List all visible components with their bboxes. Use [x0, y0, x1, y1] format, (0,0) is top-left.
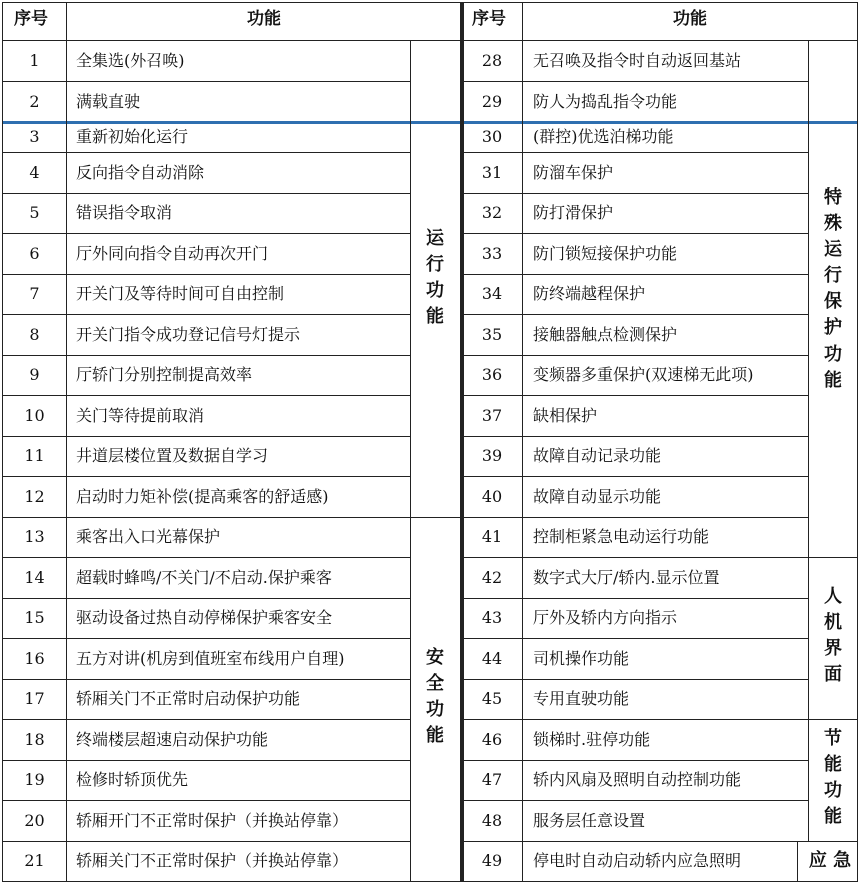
table-split-right	[462, 2, 464, 881]
right-row-function: 停电时自动启动轿内应急照明	[533, 851, 742, 870]
right-row-function: 故障自动记录功能	[533, 446, 662, 465]
category-energy-char: 功	[824, 780, 842, 802]
row-divider	[462, 517, 808, 518]
right-row-number: 31	[481, 162, 503, 182]
right-row-number: 39	[481, 446, 503, 465]
row-divider	[2, 436, 410, 437]
category-safety-char: 安	[426, 647, 444, 668]
right-row-number: 35	[481, 324, 503, 344]
right-row-function: 无召唤及指令时自动返回基站	[533, 50, 742, 70]
left-row-number: 20	[24, 810, 45, 830]
row-divider	[462, 193, 808, 194]
row-divider	[2, 274, 410, 275]
row-divider	[2, 233, 410, 234]
left-row-number: 21	[24, 851, 45, 870]
right-row-function: (群控)优选泊梯功能	[533, 127, 674, 146]
right-row-number: 29	[481, 91, 503, 111]
left-row-number: 11	[24, 446, 45, 465]
right-row-number: 43	[481, 608, 503, 627]
header-left-no: 序号	[14, 9, 48, 29]
category-hmi-char: 机	[824, 612, 842, 634]
right-row-number: 34	[481, 284, 503, 303]
left-row-function: 检修时轿顶优先	[76, 770, 189, 789]
left-row-number: 13	[24, 527, 45, 546]
left-row-function: 全集选(外召唤)	[76, 50, 185, 70]
category-special-char: 保	[824, 291, 842, 313]
left-row-number: 8	[29, 324, 40, 344]
right-row-function: 变频器多重保护(双速梯无此项)	[533, 365, 754, 384]
right-row-number: 49	[481, 851, 503, 870]
right-row-function: 防打滑保护	[533, 203, 614, 222]
left-row-number: 14	[24, 567, 45, 587]
right-row-number: 44	[481, 648, 503, 668]
left-row-number: 4	[29, 162, 40, 182]
right-row-function: 缺相保护	[533, 405, 598, 425]
right-row-number: 42	[481, 567, 503, 587]
left-row-function: 重新初始化运行	[76, 127, 189, 146]
left-row-function: 开关门及等待时间可自由控制	[76, 284, 285, 303]
left-row-function: 乘客出入口光幕保护	[76, 527, 221, 546]
row-divider	[2, 395, 410, 396]
left-row-number: 5	[29, 203, 40, 222]
category-special-char: 护	[824, 317, 842, 339]
right-row-number: 37	[481, 405, 503, 425]
row-divider	[462, 274, 808, 275]
left-row-number: 19	[24, 770, 45, 789]
header-left-func: 功能	[247, 9, 281, 29]
right-row-function: 防终端越程保护	[533, 284, 646, 303]
row-divider	[2, 841, 410, 842]
row-divider	[462, 152, 808, 153]
category-energy-char: 节	[824, 728, 842, 749]
column-divider	[797, 841, 798, 881]
column-divider	[522, 2, 523, 881]
category-hmi-char: 人	[824, 586, 842, 607]
left-row-number: 9	[29, 365, 40, 384]
row-divider	[462, 638, 808, 639]
left-row-function: 井道层楼位置及数据自学习	[76, 446, 269, 465]
row-divider	[2, 517, 460, 518]
row-divider	[462, 395, 808, 396]
right-row-function: 司机操作功能	[533, 648, 630, 668]
left-row-function: 启动时力矩补偿(提高乘客的舒适感)	[76, 486, 329, 506]
row-divider	[2, 598, 410, 599]
category-safety-char: 能	[426, 725, 444, 747]
category-run	[410, 226, 460, 330]
row-divider	[462, 476, 808, 477]
category-hmi-char: 界	[824, 638, 842, 660]
right-row-function: 厅外及轿内方向指示	[533, 608, 678, 627]
row-divider	[462, 81, 808, 82]
left-row-function: 关门等待提前取消	[76, 405, 205, 425]
row-divider	[462, 314, 808, 315]
category-energy-char: 能	[824, 754, 842, 776]
table-left-border	[2, 2, 3, 881]
row-divider	[2, 81, 410, 82]
category-special-char: 殊	[824, 213, 842, 235]
row-divider	[2, 152, 410, 153]
right-row-function: 控制柜紧急电动运行功能	[533, 527, 710, 546]
left-row-number: 1	[29, 50, 40, 70]
row-divider	[2, 193, 410, 194]
right-row-function: 防溜车保护	[533, 162, 614, 182]
right-row-number: 33	[481, 243, 503, 263]
left-row-number: 7	[29, 284, 40, 303]
right-row-number: 36	[481, 365, 503, 384]
left-row-function: 厅轿门分别控制提高效率	[76, 365, 253, 384]
left-row-function: 轿厢关门不正常时启动保护功能	[76, 689, 301, 708]
category-safety-char: 全	[426, 673, 444, 695]
left-row-number: 3	[29, 127, 40, 146]
left-row-function: 开关门指令成功登记信号灯提示	[76, 324, 301, 344]
left-row-function: 满载直驶	[76, 91, 141, 111]
left-row-function: 反向指令自动消除	[76, 162, 205, 182]
left-row-function: 厅外同向指令自动再次开门	[76, 243, 269, 263]
left-row-number: 12	[24, 486, 45, 506]
row-divider	[462, 436, 808, 437]
left-row-number: 17	[24, 689, 45, 708]
row-divider	[462, 800, 808, 801]
header-right-no: 序号	[472, 9, 506, 29]
column-divider	[808, 40, 809, 841]
row-divider	[462, 233, 808, 234]
right-row-number: 45	[481, 689, 503, 708]
right-row-number: 41	[481, 527, 503, 546]
right-row-function: 数字式大厅/轿内.显示位置	[533, 567, 720, 587]
left-row-number: 10	[24, 405, 45, 425]
row-divider	[2, 800, 410, 801]
category-energy	[808, 726, 858, 830]
row-divider	[462, 760, 808, 761]
row-divider	[462, 355, 808, 356]
category-special-char: 行	[824, 265, 842, 287]
column-divider	[66, 2, 67, 881]
left-row-function: 错误指令取消	[76, 203, 173, 222]
left-row-function: 轿厢关门不正常时保护（并换站停靠）	[76, 851, 349, 870]
left-row-number: 15	[24, 608, 45, 627]
category-safety-char: 功	[426, 699, 444, 721]
row-divider	[462, 598, 808, 599]
left-row-number: 2	[29, 91, 40, 111]
right-row-function: 防门锁短接保护功能	[533, 243, 678, 263]
category-special-char: 特	[824, 187, 842, 208]
left-row-number: 18	[24, 729, 45, 749]
row-divider	[2, 314, 410, 315]
row-divider	[2, 719, 410, 720]
row-divider	[2, 557, 410, 558]
left-row-number: 6	[29, 243, 40, 263]
right-row-number: 30	[481, 127, 503, 146]
right-row-function: 故障自动显示功能	[533, 486, 662, 506]
row-divider	[2, 355, 410, 356]
category-special-char: 能	[824, 369, 842, 391]
right-row-number: 32	[481, 203, 503, 222]
category-run-char: 行	[426, 254, 444, 276]
right-row-function: 接触器触点检测保护	[533, 324, 678, 344]
category-run-char: 运	[426, 228, 444, 249]
right-row-number: 47	[481, 770, 503, 789]
table-right-border	[857, 2, 858, 881]
left-row-function: 轿厢开门不正常时保护（并换站停靠）	[76, 810, 349, 830]
row-divider	[462, 679, 808, 680]
column-divider	[410, 40, 411, 881]
right-row-function: 锁梯时.驻停功能	[533, 729, 651, 749]
row-divider	[2, 638, 410, 639]
category-special	[808, 185, 858, 394]
category-safety	[410, 645, 460, 749]
right-row-number: 46	[481, 729, 503, 749]
right-row-function: 服务层任意设置	[533, 810, 646, 830]
header-divider	[2, 40, 858, 41]
right-row-number: 28	[481, 50, 503, 70]
category-run-char: 能	[426, 306, 444, 328]
right-row-function: 轿内风扇及照明自动控制功能	[533, 770, 742, 789]
section-accent-line	[2, 121, 460, 124]
header-right-func: 功能	[673, 9, 707, 29]
table-top-border	[2, 2, 858, 3]
category-energy-char: 能	[824, 806, 842, 828]
right-row-function: 防人为捣乱指令功能	[533, 91, 678, 111]
category-hmi	[808, 584, 858, 688]
right-row-number: 40	[481, 486, 503, 506]
left-row-function: 五方对讲(机房到值班室布线用户自理)	[76, 648, 345, 668]
row-divider	[2, 679, 410, 680]
category-special-char: 功	[824, 343, 842, 365]
left-row-number: 16	[24, 648, 45, 668]
category-hmi-char: 面	[824, 664, 842, 686]
left-row-function: 驱动设备过热自动停梯保护乘客安全	[76, 608, 333, 627]
category-emergency: 应 急	[808, 850, 852, 871]
row-divider	[2, 476, 410, 477]
right-row-function: 专用直驶功能	[533, 689, 630, 708]
row-divider	[2, 760, 410, 761]
left-row-function: 超载时蜂鸣/不关门/不启动.保护乘客	[76, 567, 332, 587]
right-row-number: 48	[481, 810, 503, 830]
category-special-char: 运	[824, 239, 842, 261]
category-run-char: 功	[426, 280, 444, 302]
left-row-function: 终端楼层超速启动保护功能	[76, 729, 269, 749]
